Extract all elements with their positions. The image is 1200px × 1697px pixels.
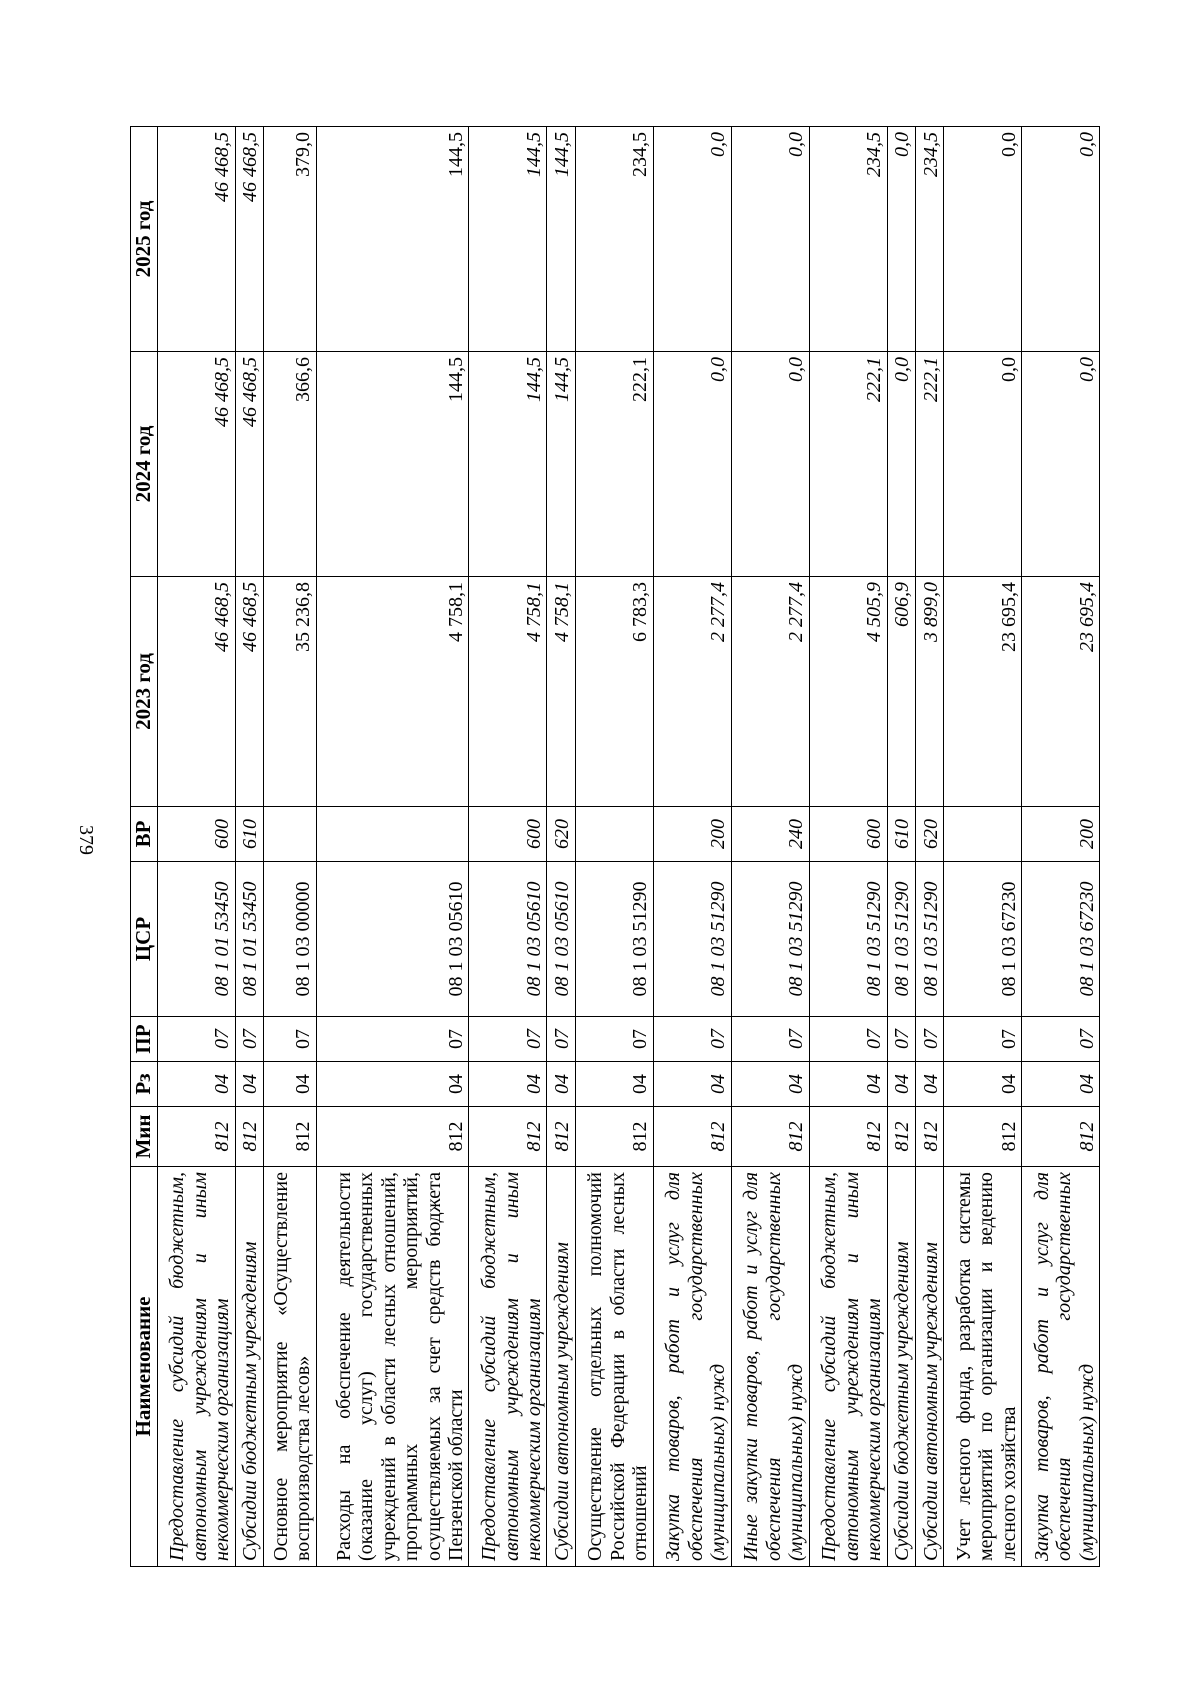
cell-min: 812 [235,1107,263,1167]
cell-csr: 08 1 03 00000 [263,862,316,1017]
cell-name: Основное мероприятие «Осуществление воспроизводства лесов» [263,1167,316,1567]
cell-rz: 04 [263,1062,316,1107]
table-row [235,127,263,1567]
cell-csr: 08 1 03 51290 [809,862,887,1017]
cell-2023: 2 277,4 [731,577,809,807]
cell-csr: 08 1 03 67230 [943,862,1021,1017]
header-min: Мин [131,1107,158,1167]
cell-csr: 08 1 03 05610 [469,862,547,1017]
cell-2023: 4 505,9 [809,577,887,807]
table-row [1021,127,1099,1567]
cell-vr: 600 [809,807,887,862]
cell-vr [316,807,469,862]
cell-vr: 610 [887,807,915,862]
cell-rz: 04 [915,1062,943,1107]
cell-name: Субсидии бюджетным учреждениям [235,1167,263,1567]
cell-rz: 04 [575,1062,653,1107]
cell-name: Субсидии автономным учреждениям [547,1167,575,1567]
cell-csr: 08 1 01 53450 [235,862,263,1017]
cell-2023: 606,9 [887,577,915,807]
cell-2024: 222,1 [809,352,887,577]
cell-rz: 04 [1021,1062,1099,1107]
cell-2025: 144,5 [547,127,575,352]
cell-csr: 08 1 03 51290 [887,862,915,1017]
cell-2024: 144,5 [469,352,547,577]
cell-vr [263,807,316,862]
cell-pr: 07 [943,1017,1021,1062]
header-name: Наименование [131,1167,158,1567]
cell-csr: 08 1 03 67230 [1021,862,1099,1017]
table-row [943,127,1021,1567]
cell-2025: 234,5 [809,127,887,352]
cell-2025: 234,5 [575,127,653,352]
cell-csr: 08 1 03 05610 [316,862,469,1017]
cell-min: 812 [469,1107,547,1167]
cell-2025: 0,0 [653,127,731,352]
cell-2023: 23 695,4 [943,577,1021,807]
cell-name: Предоставление субсидий бюджетным, автономным учреждениям и иным некоммерческим организациям [469,1167,547,1567]
cell-rz: 04 [653,1062,731,1107]
cell-rz: 04 [731,1062,809,1107]
cell-min: 812 [263,1107,316,1167]
cell-2025: 0,0 [1021,127,1099,352]
cell-2025: 234,5 [915,127,943,352]
cell-csr: 08 1 03 51290 [915,862,943,1017]
cell-pr: 07 [809,1017,887,1062]
cell-vr: 620 [915,807,943,862]
cell-2024: 144,5 [316,352,469,577]
cell-pr: 07 [316,1017,469,1062]
table-row [915,127,943,1567]
table-row [547,127,575,1567]
cell-name: Иные закупки товаров, работ и услуг для обеспечения государственных (муниципальных) нужд [731,1167,809,1567]
cell-2024: 0,0 [1021,352,1099,577]
cell-min: 812 [653,1107,731,1167]
cell-2025: 144,5 [469,127,547,352]
cell-name: Субсидии бюджетным учреждениям [887,1167,915,1567]
cell-min: 812 [1021,1107,1099,1167]
cell-pr: 07 [235,1017,263,1062]
cell-2023: 46 468,5 [157,577,235,807]
cell-csr: 08 1 03 51290 [575,862,653,1017]
header-2023: 2023 год [131,577,158,807]
header-2024: 2024 год [131,352,158,577]
header-pr: ПР [131,1017,158,1062]
cell-vr: 620 [547,807,575,862]
cell-pr: 07 [263,1017,316,1062]
cell-vr [943,807,1021,862]
table-row [157,127,235,1567]
budget-table [130,126,1100,1567]
cell-vr: 600 [157,807,235,862]
cell-2023: 2 277,4 [653,577,731,807]
cell-csr: 08 1 03 05610 [547,862,575,1017]
cell-2024: 366,6 [263,352,316,577]
cell-rz: 04 [469,1062,547,1107]
cell-pr: 07 [915,1017,943,1062]
cell-min: 812 [943,1107,1021,1167]
cell-name: Осуществление отдельных полномочий Российской Федерации в области лесных отношений [575,1167,653,1567]
cell-2024: 222,1 [915,352,943,577]
cell-2024: 144,5 [547,352,575,577]
table-row [469,127,547,1567]
cell-min: 812 [731,1107,809,1167]
header-2025: 2025 год [131,127,158,352]
table-row [809,127,887,1567]
cell-rz: 04 [809,1062,887,1107]
cell-2025: 0,0 [943,127,1021,352]
cell-name: Закупка товаров, работ и услуг для обеспечения государственных (муниципальных) нужд [1021,1167,1099,1567]
cell-name: Расходы на обеспечение деятельности (оказание услуг) государственных учреждений в области лесных отношений, программных мероприятий, осуществляемых за счет средств бюджета Пензенской области [316,1167,469,1567]
table-header-row [131,127,158,1567]
cell-2025: 144,5 [316,127,469,352]
cell-2024: 0,0 [943,352,1021,577]
cell-2024: 222,1 [575,352,653,577]
cell-min: 812 [915,1107,943,1167]
budget-table-container [130,127,1100,1567]
cell-pr: 07 [887,1017,915,1062]
cell-rz: 04 [157,1062,235,1107]
cell-rz: 04 [547,1062,575,1107]
cell-csr: 08 1 01 53450 [157,862,235,1017]
cell-2025: 46 468,5 [157,127,235,352]
cell-name: Учет лесного фонда, разработка системы мероприятий по организации и ведению лесного хозяйства [943,1167,1021,1567]
cell-min: 812 [809,1107,887,1167]
cell-min: 812 [316,1107,469,1167]
cell-2024: 0,0 [887,352,915,577]
cell-vr: 200 [1021,807,1099,862]
cell-name: Предоставление субсидий бюджетным, автономным учреждениям и иным некоммерческим организациям [809,1167,887,1567]
cell-min: 812 [547,1107,575,1167]
table-row [263,127,316,1567]
cell-pr: 07 [469,1017,547,1062]
cell-2023: 3 899,0 [915,577,943,807]
cell-pr: 07 [547,1017,575,1062]
cell-pr: 07 [157,1017,235,1062]
cell-2023: 6 783,3 [575,577,653,807]
cell-vr: 600 [469,807,547,862]
cell-2025: 46 468,5 [235,127,263,352]
cell-pr: 07 [1021,1017,1099,1062]
table-row [653,127,731,1567]
cell-min: 812 [887,1107,915,1167]
cell-2023: 4 758,1 [547,577,575,807]
table-row [887,127,915,1567]
cell-min: 812 [157,1107,235,1167]
cell-csr: 08 1 03 51290 [653,862,731,1017]
cell-pr: 07 [653,1017,731,1062]
cell-2023: 4 758,1 [316,577,469,807]
cell-rz: 04 [943,1062,1021,1107]
cell-min: 812 [575,1107,653,1167]
cell-2024: 0,0 [653,352,731,577]
cell-vr [575,807,653,862]
cell-2024: 0,0 [731,352,809,577]
table-row [316,127,469,1567]
cell-2024: 46 468,5 [157,352,235,577]
cell-pr: 07 [731,1017,809,1062]
cell-name: Закупка товаров, работ и услуг для обеспечения государственных (муниципальных) нужд [653,1167,731,1567]
header-csr: ЦСР [131,862,158,1017]
table-row [731,127,809,1567]
cell-csr: 08 1 03 51290 [731,862,809,1017]
cell-rz: 04 [887,1062,915,1107]
cell-2023: 4 758,1 [469,577,547,807]
table-body [157,127,1099,1567]
cell-2025: 0,0 [731,127,809,352]
cell-vr: 240 [731,807,809,862]
cell-name: Субсидии автономным учреждениям [915,1167,943,1567]
cell-2023: 23 695,4 [1021,577,1099,807]
cell-rz: 04 [235,1062,263,1107]
cell-2025: 379,0 [263,127,316,352]
cell-2023: 35 236,8 [263,577,316,807]
cell-name: Предоставление субсидий бюджетным, автономным учреждениям и иным некоммерческим организациям [157,1167,235,1567]
cell-2025: 0,0 [887,127,915,352]
header-vr: ВР [131,807,158,862]
page-number: 379 [75,825,97,855]
cell-2024: 46 468,5 [235,352,263,577]
cell-rz: 04 [316,1062,469,1107]
cell-vr: 200 [653,807,731,862]
cell-2023: 46 468,5 [235,577,263,807]
table-row [575,127,653,1567]
cell-pr: 07 [575,1017,653,1062]
header-rz: Рз [131,1062,158,1107]
cell-vr: 610 [235,807,263,862]
